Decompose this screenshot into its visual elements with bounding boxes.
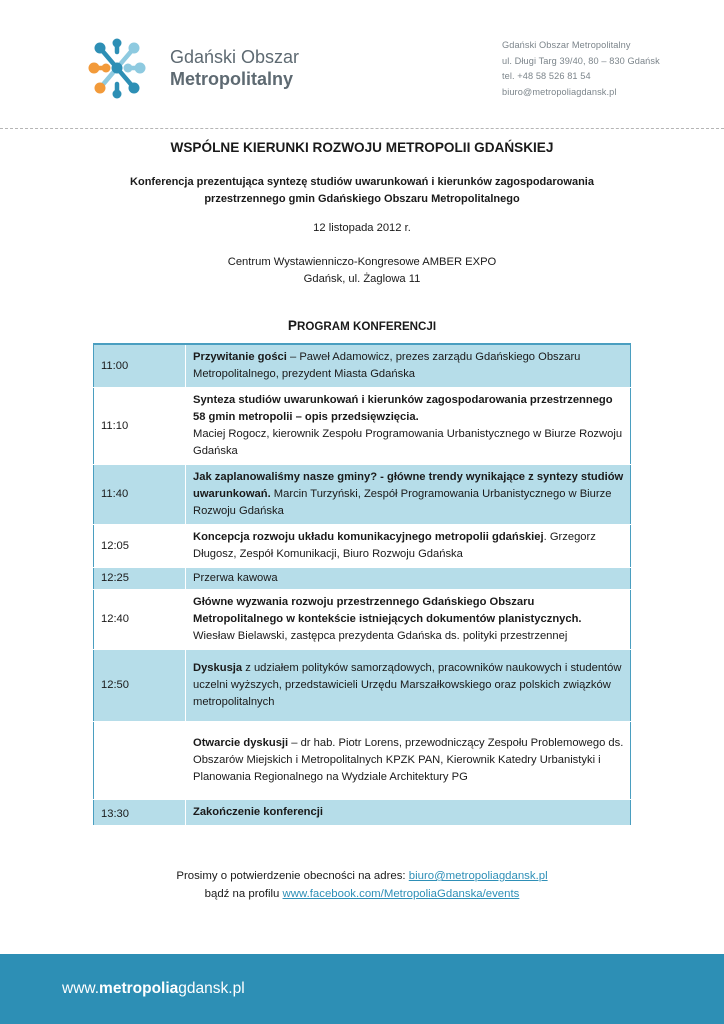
agenda-description: Przywitanie gości – Paweł Adamowicz, prezes zarządu Gdańskiego Obszaru Metropolitalnego, prezydent Miasta Gdańska <box>186 344 631 388</box>
agenda-description: Synteza studiów uwarunkowań i kierunków zagospodarowania przestrzennego 58 gmin metropolii – opis przedsięwzięcia. Maciej Rogocz, kierownik Zespołu Programowania Urbanistycznego w Biurze Rozwoju Gdańska <box>186 388 631 465</box>
logo-wordmark <box>170 46 299 90</box>
agenda-row <box>94 722 631 800</box>
agenda-row <box>94 344 631 388</box>
program-heading: PROGRAM KONFERENCJI <box>287 318 437 333</box>
agenda-description: Zakończenie konferencji <box>186 800 631 826</box>
contact-block <box>502 38 660 100</box>
agenda-description: Jak zaplanowaliśmy nasze gminy? - główne trendy wynikające z syntezy studiów uwarunkowań. Marcin Turzyński, Zespół Programowania Urbanistycznego w Biurze Rozwoju Gdańska <box>186 465 631 525</box>
agenda-time <box>94 722 186 800</box>
agenda-description: Otwarcie dyskusji – dr hab. Piotr Lorens, przewodniczący Zespołu Problemowego ds. Obszarów Miejskich i Metropolitalnych KPZK PAN, Kierownik Katedry Urbanistyki i Planowania Regionalnego na Wydziale Architektury PG <box>186 722 631 800</box>
letterhead <box>0 0 724 130</box>
profile-line: bądź na profilu www.facebook.com/MetropoliaGdanska/events <box>204 888 520 900</box>
agenda-time: 12:25 <box>94 568 186 590</box>
agenda-row <box>94 800 631 826</box>
agenda-row <box>94 388 631 465</box>
agenda-time: 11:00 <box>94 344 186 388</box>
facebook-events-link[interactable]: www.facebook.com/MetropoliaGdanska/events <box>282 888 520 900</box>
event-date: 12 listopada 2012 r. <box>313 222 411 234</box>
agenda-row <box>94 568 631 590</box>
agenda-time: 12:40 <box>94 590 186 650</box>
subtitle-line-2: przestrzennego gmin Gdańskiego Obszaru Metropolitalnego <box>204 193 520 205</box>
agenda-time: 11:40 <box>94 465 186 525</box>
header-divider <box>0 128 724 129</box>
logo-line-2: Metropolitalny <box>170 69 294 89</box>
footer-website: www.metropoliagdansk.pl <box>62 980 245 997</box>
venue-line-2: Gdańsk, ul. Żaglowa 11 <box>303 273 421 285</box>
logo-line-1: Gdański Obszar <box>170 47 300 67</box>
contact-address: ul. Długi Targ 39/40, 80 – 830 Gdańsk <box>502 55 660 66</box>
agenda-time: 13:30 <box>94 800 186 826</box>
agenda-description: Koncepcja rozwoju układu komunikacyjnego metropolii gdańskiej. Grzegorz Długosz, Zespół Komunikacji, Biuro Rozwoju Gdańska <box>186 525 631 568</box>
agenda-description: Główne wyzwania rozwoju przestrzennego Gdańskiego Obszaru Metropolitalnego w kontekście istniejących dokumentów planistycznych. Wiesław Bielawski, zastępca prezydenta Gdańska ds. polityki przestrzennej <box>186 590 631 650</box>
agenda-row <box>94 465 631 525</box>
agenda-row <box>94 590 631 650</box>
contact-org: Gdański Obszar Metropolitalny <box>502 40 631 50</box>
rsvp-note <box>0 867 724 903</box>
event-venue <box>0 254 724 288</box>
agenda-row <box>94 650 631 722</box>
agenda-description: Przerwa kawowa <box>186 568 631 590</box>
subtitle-line-1: Konferencja prezentująca syntezę studiów uwarunkowań i kierunków zagospodarowania <box>130 176 594 188</box>
footer-bar <box>0 954 724 1024</box>
agenda-table <box>93 343 631 826</box>
contact-phone: tel. +48 58 526 81 54 <box>502 71 591 82</box>
rsvp-line: Prosimy o potwierdzenie obecności na adres: biuro@metropoliagdansk.pl <box>176 870 548 882</box>
document-title: WSPÓLNE KIERUNKI ROZWOJU METROPOLII GDAŃSKIEJ <box>170 140 554 155</box>
contact-email: biuro@metropoliagdansk.pl <box>502 86 617 97</box>
agenda-time: 12:50 <box>94 650 186 722</box>
rsvp-email-link[interactable]: biuro@metropoliagdansk.pl <box>408 870 548 882</box>
molecule-logo-icon <box>86 38 148 100</box>
document-subtitle <box>60 174 664 208</box>
agenda-time: 12:05 <box>94 525 186 568</box>
venue-line-1: Centrum Wystawienniczo-Kongresowe AMBER EXPO <box>227 256 497 268</box>
agenda-time: 11:10 <box>94 388 186 465</box>
agenda-description: Dyskusja z udziałem polityków samorządowych, pracowników naukowych i studentów uczelni wyższych, przedstawicieli Urzędu Marszałkowskiego oraz polskich związków metropolitalnych <box>186 650 631 722</box>
agenda-row <box>94 525 631 568</box>
